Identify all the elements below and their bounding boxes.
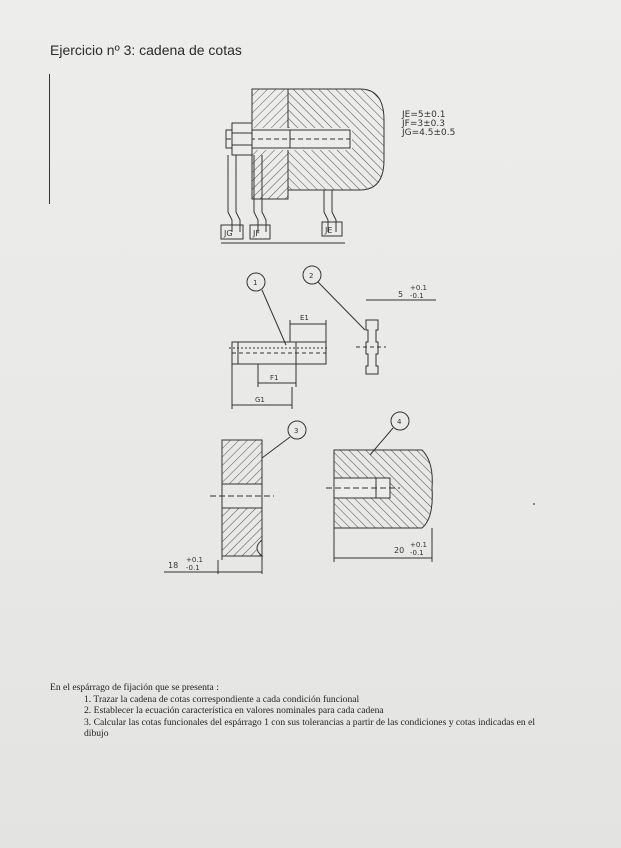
instructions-intro: En el espárrago de fijación que se presenta : xyxy=(50,682,219,693)
part-4-tol-lower: -0.1 xyxy=(410,549,424,557)
leader-3 xyxy=(262,437,290,458)
gauge-label-jf: JF xyxy=(253,229,260,238)
part-3-lower xyxy=(222,508,262,556)
assembly-view xyxy=(221,89,384,243)
gauge-label-je: JE xyxy=(325,226,333,235)
part-3-dimension: 18 xyxy=(168,561,179,570)
dim-g1: G1 xyxy=(255,396,265,404)
instruction-item-3-continuation: dibujo xyxy=(84,728,109,739)
balloon-1-label: 1 xyxy=(253,279,258,287)
nut-tol-upper: +0.1 xyxy=(410,284,427,292)
dim-f1: F1 xyxy=(270,374,279,382)
gauge-label-jg: JG xyxy=(224,229,233,238)
assembly-nut xyxy=(232,123,252,155)
instruction-item-2: 2. Establecer la ecuación característica en valores nominales para cada cadena xyxy=(84,705,384,716)
part-3-tol-lower: -0.1 xyxy=(186,564,200,572)
leader-1 xyxy=(262,290,286,345)
tolerance-jg: JG=4.5±0.5 xyxy=(402,128,456,138)
balloon-2-label: 2 xyxy=(309,272,314,280)
gauge-jg xyxy=(228,155,232,232)
instruction-item-1: 1. Trazar la cadena de cotas correspondiente a cada condición funcional xyxy=(84,693,360,705)
part-3-tol-upper: +0.1 xyxy=(186,556,203,564)
tolerance-je: JE=5±0.1 xyxy=(402,110,446,120)
part-4-dimension: 20 xyxy=(394,546,405,555)
tolerance-jf: JF=3±0.3 xyxy=(402,119,445,129)
balloon-4-label: 4 xyxy=(397,418,402,426)
dim-e1: E1 xyxy=(300,314,309,322)
part-3-upper xyxy=(222,440,262,484)
part-4-tol-upper: +0.1 xyxy=(410,541,427,549)
page-title: Ejercicio nº 3: cadena de cotas xyxy=(50,42,242,58)
nut-tol-lower: -0.1 xyxy=(410,292,424,300)
leader-2 xyxy=(318,282,365,330)
instruction-item-3: 3. Calcular las cotas funcionales del espárrago 1 con sus tolerancias a partir de las condiciones y cotas indicadas en el xyxy=(84,716,536,728)
balloon-3-label: 3 xyxy=(294,427,299,435)
nut-dimension: 5 xyxy=(398,290,404,299)
speck xyxy=(533,503,535,505)
instructions-block xyxy=(50,682,570,740)
